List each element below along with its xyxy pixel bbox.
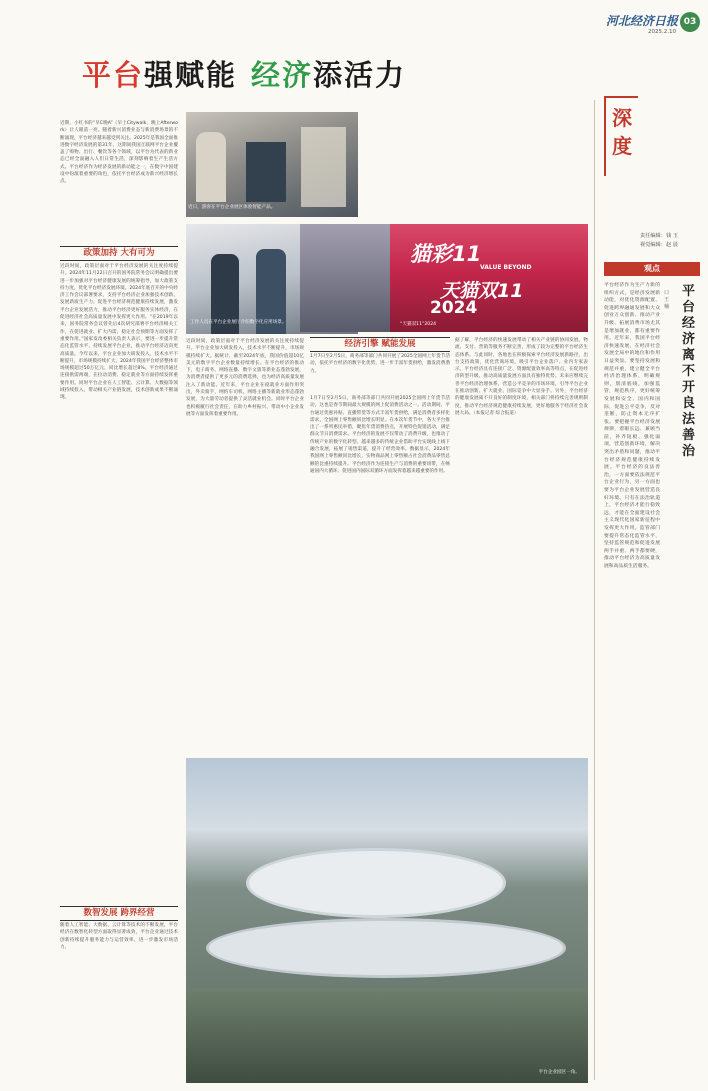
section-title-policy: 政策加持 大有可为 xyxy=(60,246,178,261)
page-number: 03 xyxy=(683,17,697,27)
viewpoint-label: 观点 xyxy=(644,264,660,273)
section-body-policy: 近段时间，政策层面对于平台经济发展的关注度持续提升。2024年11月22日召开的国务院常务会议明确提出要进一步加强对平台经济健康发展的统筹指导，加大政策支持力度，优化平台经济发展环境。2024年底召开的中央经济工作会议部署要求，支持平台经济企业加强技术创新、发展新质生产力，促进平台经济规范健康持续发展，激发平台企业发展活力，推动平台经济更好服务实体经济，在促进经济社会高质量发展中发挥更大作用。“在2019年以来，国务院常务会议曾先后4次研究部署平台经济相关工作，在促进就业、扩大内需、稳定社会预期等方面发挥了重要作用。”国家发改委相关负责人表示，要进一步提升常态化监管水平，持续发展平台企业，推动平台经济迈向更高质量。今年以来，平台企业加大研发投入，技术水平不断提升，市场规模持续扩大，2024年我国平台经济整体市场规模超过50万亿元，同比增长超过8%。平台经济通过连接供需两端，在拉动消费、稳定就业等方面持续发挥重要作用。同时平台企业在人工智能、云计算、大数据等领域持续投入，带动相关产业链发展，技术创新成果不断涌现。 xyxy=(60,264,178,401)
photo-caption-4: 平台企业园区一角。 xyxy=(538,1070,580,1075)
section-body-engine: 1月7日至2月5日，商务部等部门共同开展了2025全国网上年货节活动，依托平台经济的数字化优势，进一步丰富年货供给，激发消费潜力。 xyxy=(310,354,450,374)
column-4-text: 据了解，平台经济的快速发展带动了相关产业链的协同发展。物流、支付、营销等服务不断完善，形成了较为完整的平台经济生态体系。与此同时，各地也在积极探索平台经济发展新路径，出台支持政策，优化营商环境，吸引平台企业落户。业内专家表示，平台经济具有连接广泛、资源配置效率高等特点，在促进经济转型升级、推动高质量发展方面具有独特优势。未来应继续完善平台经济治理体系，营造公平竞争的市场环境，引导平台企业在推动创新、扩大就业、国际竞争中大显身手。另外，平台经济的健康发展离不开良好的制度环境，相关部门将持续完善规则制度，推动平台经济规范健康持续发展，更好地服务于经济社会发展大局。（本报记者 综合报道） xyxy=(455,338,588,416)
photo-billboard xyxy=(300,224,588,332)
commentary-title: 平台经济离不开良法善治 xyxy=(682,284,696,459)
page-number-badge xyxy=(680,12,700,32)
billboard-line-2: VALUE BEYOND xyxy=(480,264,532,271)
headline-part-3: 经济 xyxy=(251,58,314,92)
editor-name: 钱 玉 xyxy=(665,233,678,239)
column-2-text: 近段时间，政策层面对于平台经济发展的关注度持续提升。平台企业加大研发投入，技术水平不断提升，市场规模持续扩大。据统计，截至2024年底，我国价值超10亿美元的数字平台企业数量持续增长。在平台经济的推动下，电子商务、网络直播、数字文旅等新业态蓬勃发展，为消费者提供了更多元的消费选择，也为经济高质量发展注入了新动能。近年来，平台企业在稳就业方面作用突出，外卖骑手、网约车司机、网络主播等新就业形态蓬勃发展，为大量劳动者提供了灵活就业机会。同时平台企业也积极履行社会责任，在助力乡村振兴、带动中小企业发展等方面发挥着重要作用。 xyxy=(186,339,304,417)
editor-credits xyxy=(640,232,702,250)
paper-name: 河北经济日报 xyxy=(605,14,678,28)
photo-campus xyxy=(186,758,588,1083)
masthead xyxy=(592,12,700,52)
page-headline xyxy=(82,55,482,95)
photo-exhibition xyxy=(186,112,358,217)
issue-date: 2025.2.10 xyxy=(648,29,676,35)
deep-label-box xyxy=(604,96,638,176)
designer-label: 视觉编辑： xyxy=(640,242,666,248)
designer-name: 赵 晨 xyxy=(665,242,678,248)
section-body-digital: 随着人工智能、大数据、云计算等技术的不断发展，平台经济在数智化转型方面取得显著成效，平台企业通过技术创新持续提升服务能力与运营效率，进一步激发市场活力。 xyxy=(60,923,178,950)
deep-label: 深度 xyxy=(612,106,632,158)
commentary-author: 口 王 楠 xyxy=(664,290,670,310)
viewpoint-badge xyxy=(604,262,700,276)
headline-part-4: 添活力 xyxy=(313,58,407,92)
column-3-text: 1月7日至2月5日，商务部等部门共同开展2025全国网上年货节活动，这也是春节期间最大规模的网上促消费活动之一。活动期间，平台通过优惠补贴、直播带货等方式丰富年货供给，满足消费者多样化需求，全国网上零售额同比增长明显。在本次年货节中，各大平台推出了一系列惠民举措，聚焦年货消费热点，开展特色促销活动，满足群众节日消费需求。平台经济的发展不仅带动了消费升级，也推动了传统产业的数字化转型。越来越多的传统企业借助平台实现线上线下融合发展，拓展了销售渠道，提升了经营效率。数据显示，2024年我国网上零售额同比增长，实物商品网上零售额占社会消费品零售总额的比重持续提升。平台经济作为连接生产与消费的重要纽带，在畅通国内大循环、促进国内国际双循环方面发挥着越来越重要的作用。 xyxy=(310,396,450,474)
editor-label: 责任编辑： xyxy=(640,233,666,239)
photo-caption-1: 近日，游客在平台企业展区体验智能产品。 xyxy=(188,205,276,210)
photo-caption-3: “天猫双11”2024 xyxy=(400,322,437,327)
sidebar-divider xyxy=(594,100,595,1080)
lead-paragraph: 近期，小红书的“早C晚A”（早上Citywalk、晚上Afterwork）让人眼前一亮。随着新兴消费业态与新消费场景的不断涌现，平台经济越来越受到关注。2025年是我国全面推进数字经济发展的第31年，这期间我国互联网平台企业覆盖了购物、出行、餐饮等各个领域，以平台为代表的新业态已经全面融入人们日常生活，深刻影响着生产生活方式。平台经济作为经济发展的新动能之一，在数字中国建设中扮演着重要的角色，依托平台经济成为新兴经济增长点。 xyxy=(60,121,178,185)
commentary-body: 平台经济作为生产力新的组织方式，是经济发展新动能，对优化资源配置、促进跨界融通发展和大众创业万众创新、推动产业升级、拓展消费市场尤其是增加就业，都有重要作用。近年来，我国平台经济快速发展，在经济社会发展全局中的地位和作用日益突显。要坚持发展和规范并重，建立健全平台经济治理体系，明确规则，划清底线，加强监管，规范秩序，更好统筹发展和安全、国内和国际，促进公平竞争，反对垄断，防止资本无序扩张。要把握平台经济发展规律，着眼长远、兼顾当前，补齐短板、强化弱项，营造创新环境，解决突出矛盾和问题，推动平台经济规范健康持续发展。平台经济的良法善治，一方面要依法规范平台企业行为，另一方面也要为平台企业发展营造良好环境。只有在法治轨道上，平台经济才能行稳致远，才能在全面建设社会主义现代化国家新征程中发挥更大作用。监管部门要提升常态化监管水平，坚持监管规范和促进发展两手并重、两手都要硬，推动平台经济为高质量发展和高品质生活服务。 xyxy=(604,283,660,569)
section-title-digital: 数智发展 跨界经营 xyxy=(60,906,178,921)
photo-caption-2: 工作人员在平台企业展厅介绍数字化应用场景。 xyxy=(190,320,287,325)
headline-part-1: 平台 xyxy=(82,58,145,92)
billboard-line-3: 天猫双11 xyxy=(440,280,524,302)
section-title-engine: 经济引擎 赋能发展 xyxy=(310,337,450,352)
billboard-line-4: 2024 xyxy=(430,298,478,318)
billboard-line-1: 猫彩11 xyxy=(410,242,482,266)
headline-part-2: 强赋能 xyxy=(144,58,238,92)
